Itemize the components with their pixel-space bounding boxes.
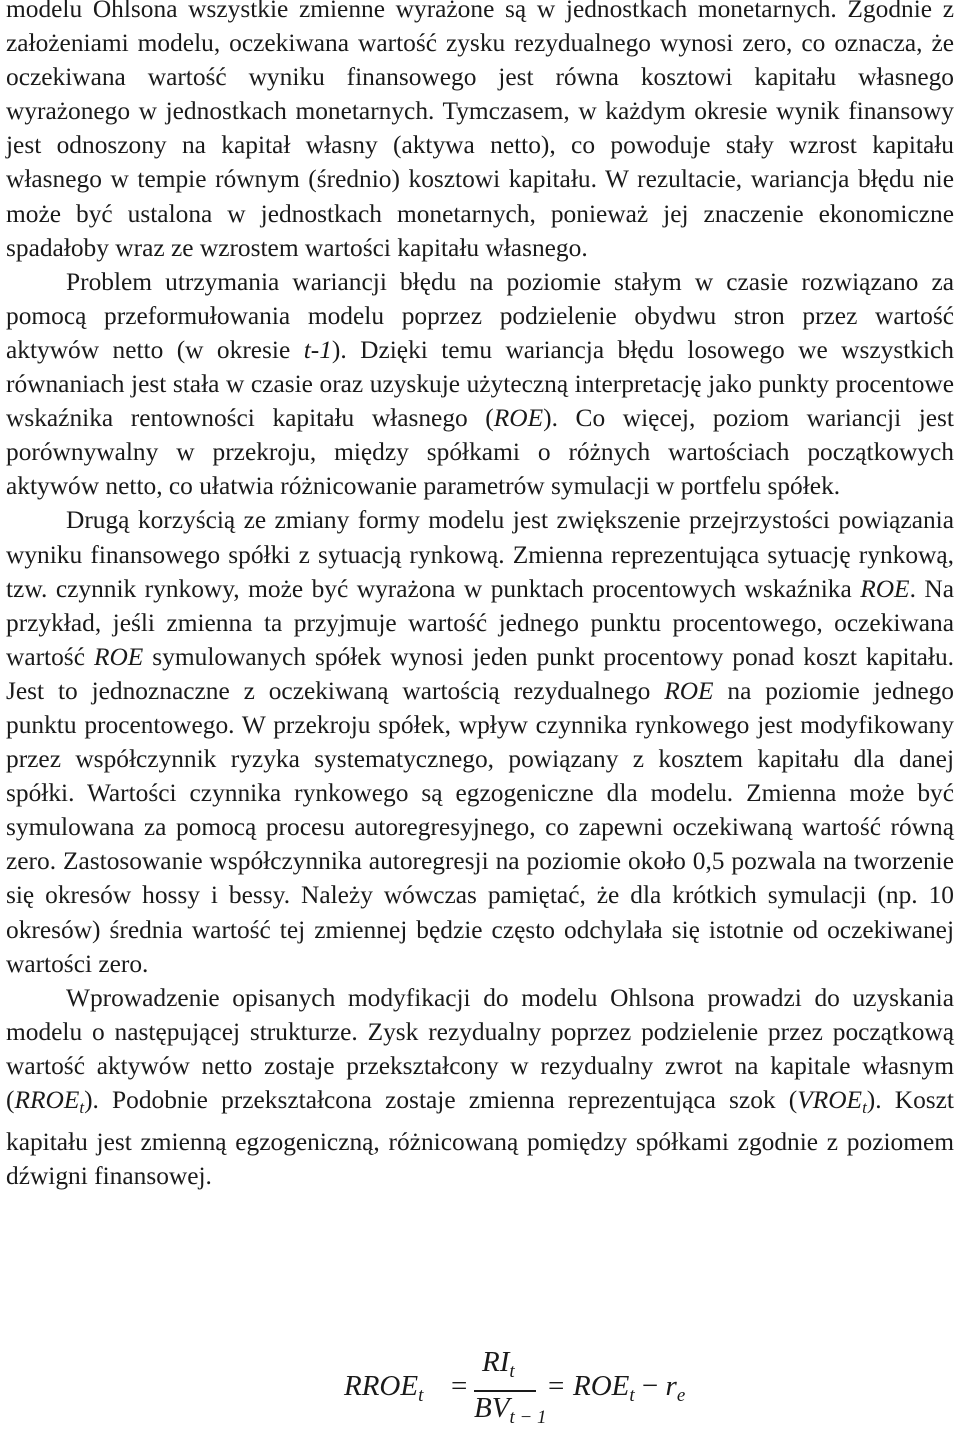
formula-equals-1: = xyxy=(451,1370,468,1402)
italic-term: VROE xyxy=(797,1086,863,1114)
text-run: Wprowadzenie opisanych modyfikacji do modelu Ohlsona prowadzi do uzyskania modelu o następującej strukturze. Zysk rezydualny poprzez podzielenie przez początkową wartość aktywów netto zostaje przekształcony w rezydualny zwrot na kapitale własnym ( xyxy=(6,983,954,1114)
italic-term: ROE xyxy=(860,574,910,603)
paragraph xyxy=(6,981,954,1194)
formula-lhs: $RROE_t$ xyxy=(344,1370,424,1406)
formula-denominator: $BV_{t - 1}$ xyxy=(474,1392,547,1428)
italic-term: RROE xyxy=(14,1086,80,1114)
paragraph xyxy=(6,503,954,980)
formula-numerator: $RI_t$ xyxy=(482,1346,515,1382)
formula-rhs: $ROE_t - r_e$ xyxy=(573,1370,686,1406)
text-run: ). Co więcej, poziom wariancji jest porównywalny w przekroju, między spółkami o różnych wartościach początkowych aktywów netto, co ułatwia różnicowanie parametrów symulacji w portfelu spółek. xyxy=(6,404,954,501)
text-run: Problem utrzymania wariancji błędu na poziomie stałym w czasie rozwiązano za pomocą przeformułowania modelu poprzez podzielenie obydwu stron przez wartość aktywów netto (w okresie xyxy=(6,267,954,364)
italic-term: t-1 xyxy=(303,335,332,364)
paragraph xyxy=(6,0,954,265)
text-run: na poziomie jednego punktu procentowego. W przekroju spółek, wpływ czynnika rynkowego jest modyfikowany przez współczynnik ryzyka systematycznego, powiązany z kosztem kapitału dla danej spółki. Wartości czynnika rynkowego są egzogeniczne dla modelu. Zmienna może być symulowana za pomocą procesu autoregresyjnego, co zapewni oczekiwaną wartość równą zero. Zastosowanie współczynnika autoregresji na poziomie około 0,5 pozwala na tworzenie się okresów hossy i bessy. Należy wówczas pamiętać, że dla krótkich symulacji (np. 10 okresów) średnia wartość tej zmiennej będzie często odchylała się istotnie od oczekiwanej wartości zero. xyxy=(6,676,954,978)
paragraph xyxy=(6,265,954,504)
formula-equals-2: = xyxy=(548,1370,565,1402)
text-run: modelu Ohlsona wszystkie zmienne wyrażone są w jednostkach monetarnych. Zgodnie z założeniami modelu, oczekiwana wartość zysku rezydualnego wynosi zero, co oznacza, że oczekiwana wartość wyniku finansowego jest równa kosztowi kapitału własnego wyrażonego w jednostkach monetarnych. Tymczasem, w każdym okresie wynik finansowy jest odnoszony na kapitał własny (aktywa netto), co powoduje stały wzrost kapitału własnego w tempie równym (średnio) kosztowi kapitału. W rezultacie, wariancja błędu nie może być ustalona w jednostkach monetarnych, ponieważ jej znaczenie ekonomiczne spadałoby wraz ze wzrostem wartości kapitału własnego. xyxy=(6,0,954,262)
formula-fraction xyxy=(474,1346,547,1432)
body-text xyxy=(6,0,954,1193)
italic-term: t xyxy=(862,1098,867,1117)
text-run: Drugą korzyścią ze zmiany formy modelu jest zwiększenie przejrzystości powiązania wyniku finansowego spółki z sytuacją rynkową. Zmienna reprezentująca sytuację rynkową, tzw. czynnik rynkowy, może być wyrażona w punktach procentowych wskaźnika xyxy=(6,506,954,603)
text-run: ). Podobnie przekształcona zostaje zmienna reprezentująca szok ( xyxy=(84,1086,798,1114)
italic-term: ROE xyxy=(664,676,714,705)
italic-term: t xyxy=(79,1098,85,1117)
italic-term: ROE xyxy=(493,404,544,433)
text-run: . Na przykład, jeśli zmienna ta przyjmuje wartość jednego punktu procentowego, oczekiwana wartość xyxy=(6,574,954,671)
italic-term: ROE xyxy=(93,642,144,671)
text-run: ). Dzięki temu wariancja błędu losowego we wszystkich równaniach jest stała w czasie oraz uzyskuje użyteczną interpretację jako punkty procentowe wskaźnika rentowności kapitału własnego ( xyxy=(6,335,955,433)
text-run: ). Koszt kapitału jest zmienną egzogeniczną, różnicowaną pomiędzy spółkami zgodnie z poziomem dźwigni finansowej. xyxy=(6,1086,954,1191)
formula-rroe xyxy=(344,1346,714,1432)
text-run: symulowanych spółek wynosi jeden punkt procentowy ponad koszt kapitału. Jest to jednoznaczne z oczekiwaną wartością rezydualnego xyxy=(6,642,954,705)
